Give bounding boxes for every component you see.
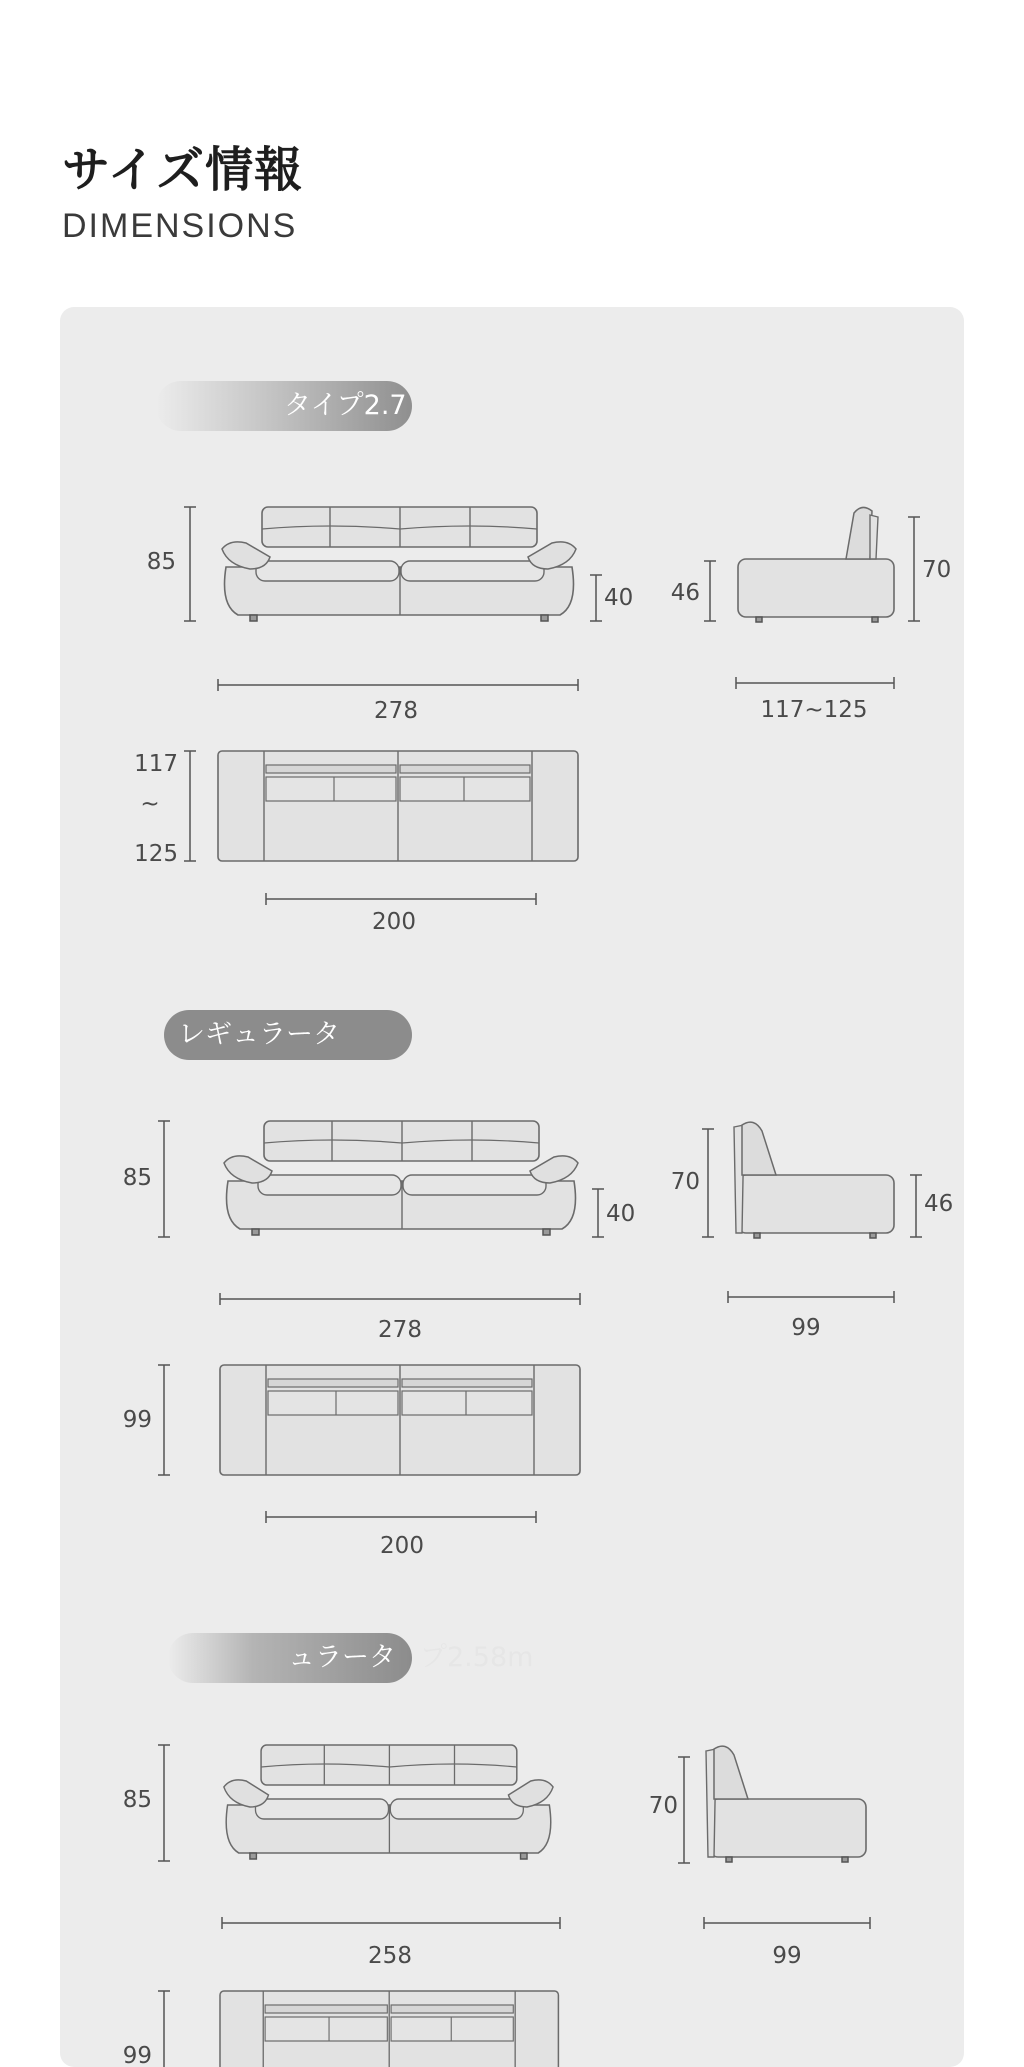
s1-front-width: 278	[374, 698, 418, 724]
s3-top-depth: 99	[122, 2043, 152, 2067]
s3-side-depth: 99	[772, 1943, 802, 1969]
s1-top-width: 200	[372, 909, 416, 935]
section-1-side-view	[738, 507, 894, 622]
section-3-side-view	[706, 1746, 866, 1862]
s2-front-seat: 40	[606, 1201, 636, 1227]
s1-side-back: 70	[922, 557, 952, 583]
dimensions-panel	[60, 307, 964, 2067]
section-2-label: レギュラータ	[164, 1010, 412, 1060]
s2-front-width: 278	[378, 1317, 422, 1343]
s2-top-depth: 99	[122, 1407, 152, 1433]
section-3-front-view	[224, 1745, 553, 1859]
section-1-label: タイプ2.7	[156, 381, 412, 431]
s1-top-depth-bottom: 125	[134, 841, 178, 867]
section-1-front-view	[222, 507, 576, 621]
section-1-top-view	[218, 751, 578, 861]
section-2-side-view	[734, 1122, 894, 1238]
s1-side-depth: 117~125	[760, 697, 868, 723]
dimension-drawings	[60, 307, 964, 2067]
section-2-front-view	[224, 1121, 578, 1235]
s1-top-depth-top: 117	[134, 751, 178, 777]
page-subtitle: DIMENSIONS	[62, 207, 298, 245]
section-3-top-view	[220, 1991, 558, 2067]
s2-side-depth: 99	[791, 1315, 821, 1341]
s3-front-width: 258	[368, 1943, 412, 1969]
page-title: サイズ情報	[62, 142, 304, 198]
section-3-label: ュラータ	[168, 1633, 412, 1683]
s2-front-height: 85	[122, 1165, 152, 1191]
s2-side-back: 70	[670, 1169, 700, 1195]
section-2-top-view	[220, 1365, 580, 1475]
s1-front-seat: 40	[604, 585, 634, 611]
s2-top-width: 200	[380, 1533, 424, 1559]
s3-front-height: 85	[122, 1787, 152, 1813]
s3-side-back: 70	[648, 1793, 678, 1819]
s1-side-seat: 46	[670, 580, 700, 606]
section-3-label-faded: プ2.58m	[420, 1642, 534, 1673]
s1-top-depth-sep: ~	[140, 791, 160, 817]
s2-side-seat: 46	[924, 1191, 954, 1217]
header	[62, 140, 303, 246]
s1-front-height: 85	[146, 549, 176, 575]
